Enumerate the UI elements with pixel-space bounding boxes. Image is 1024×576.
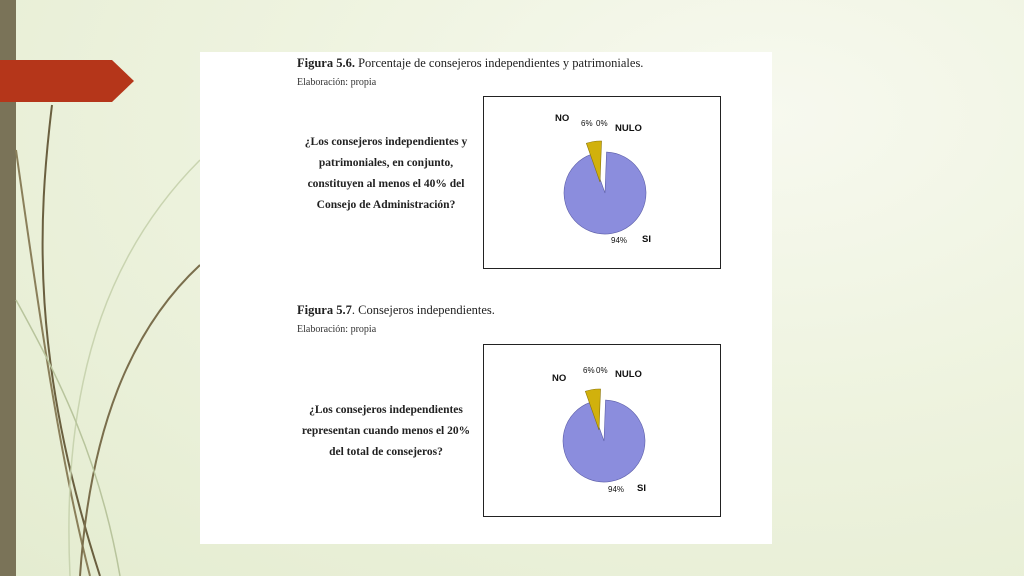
pie-chart-box [483, 96, 721, 269]
label-no: NO [552, 373, 567, 384]
figure-question: ¿Los consejeros independientes y patrimoniales, en conjunto, constituyen al menos el 40% del Consejo de Administración? [304, 136, 468, 211]
label-si: SI [642, 234, 651, 245]
figure-image [200, 52, 772, 544]
label-no-pct: 6% [581, 119, 593, 128]
figure-source: Elaboración: propia [297, 77, 377, 88]
figure-question: ¿Los consejeros independientes representan cuando menos el 20% del total de consejeros? [301, 404, 471, 458]
label-no-pct: 6% [583, 366, 595, 375]
pie-chart-box [483, 344, 721, 517]
label-nulo-pct: 0% [596, 366, 608, 375]
label-no: NO [555, 113, 570, 124]
label-si: SI [637, 483, 646, 494]
label-si-pct: 94% [608, 485, 625, 494]
label-si-pct: 94% [611, 236, 628, 245]
pie-chart [484, 97, 722, 270]
label-nulo-pct: 0% [596, 119, 608, 128]
label-nulo: NULO [615, 123, 642, 134]
pie-slice-si [564, 152, 646, 234]
figure-title: Figura 5.7. Consejeros independientes. [297, 303, 495, 317]
pie-slice-si [563, 400, 645, 482]
label-nulo: NULO [615, 369, 642, 380]
decorative-swoosh-lines [0, 0, 210, 576]
figure-source: Elaboración: propia [297, 324, 377, 335]
figure-title: Figura 5.6. Porcentaje de consejeros independientes y patrimoniales. [297, 56, 644, 70]
pie-chart [484, 345, 722, 518]
